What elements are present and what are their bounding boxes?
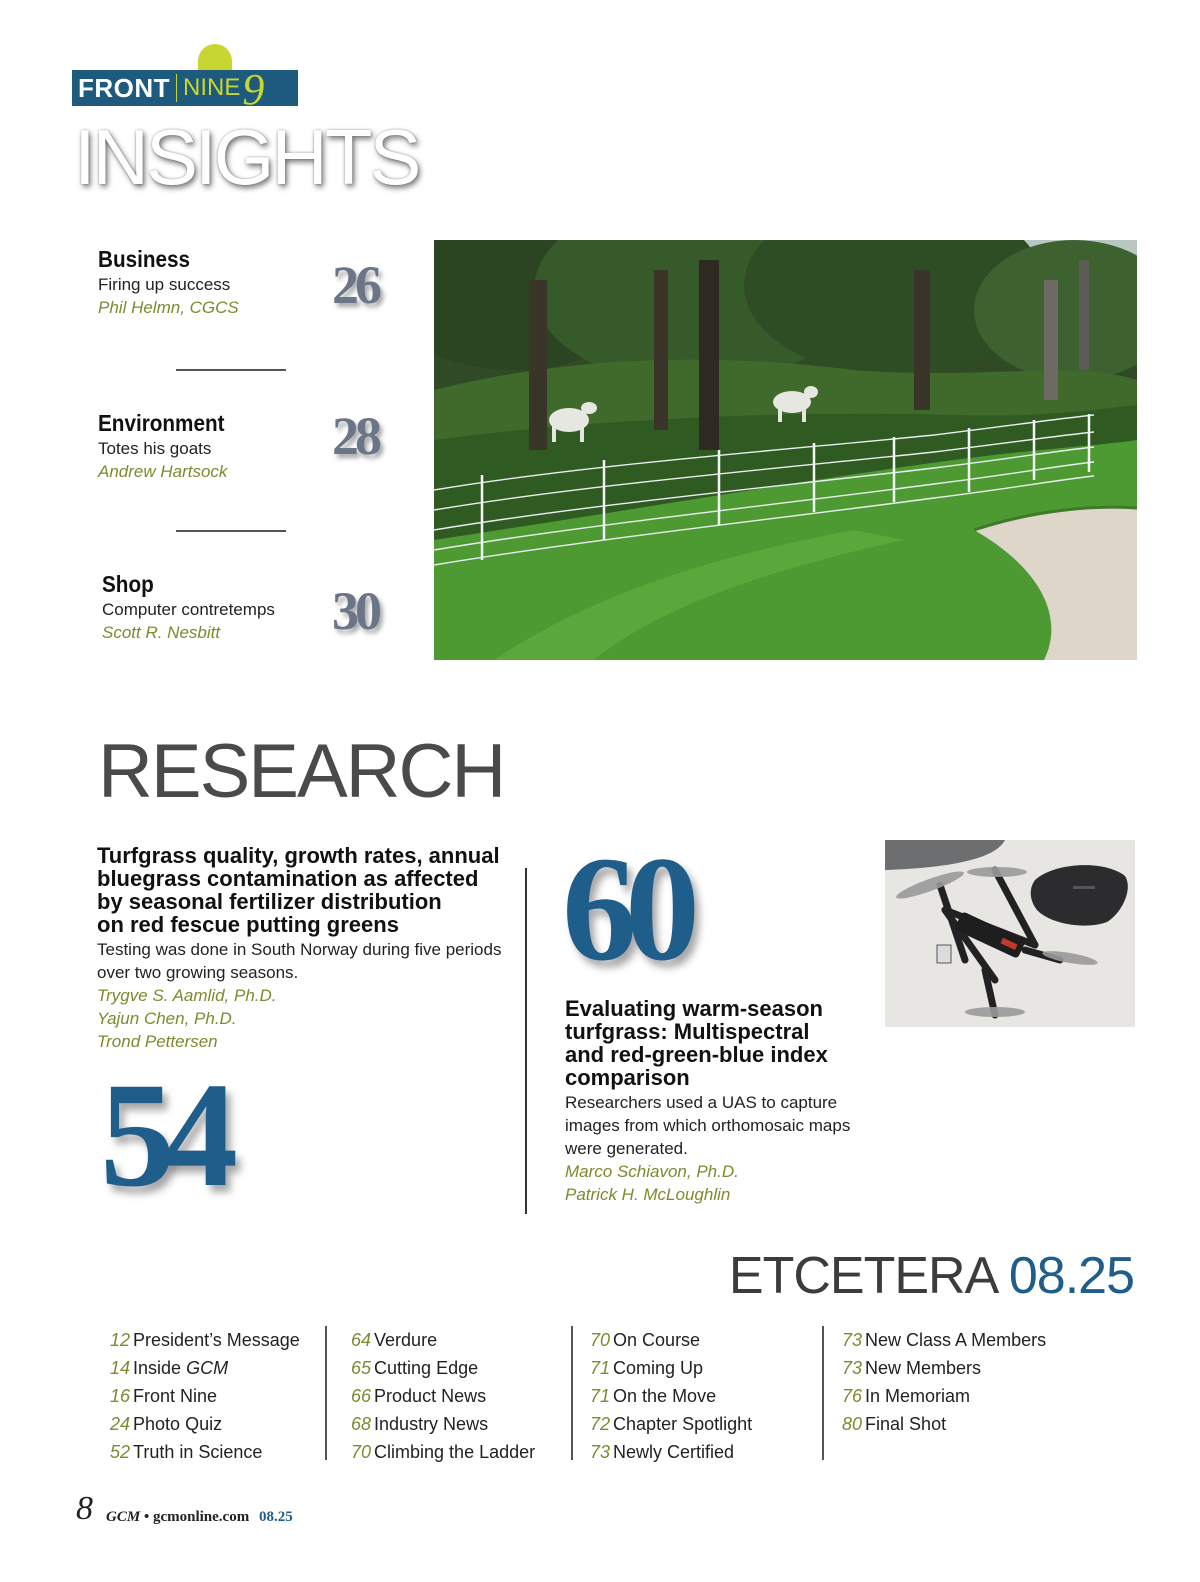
toc-label: Photo Quiz: [133, 1414, 223, 1434]
toc-label-italic: GCM: [186, 1358, 229, 1378]
insight-entry-environment[interactable]: [98, 410, 328, 482]
logo-leaf-icon: [198, 44, 232, 70]
toc-page-number: 14: [110, 1358, 131, 1378]
column-divider: [325, 1326, 327, 1460]
insight-author: Andrew Hartsock: [98, 462, 228, 481]
toc-item[interactable]: [842, 1410, 1046, 1438]
goats-on-hillside-photo: [434, 240, 1137, 660]
toc-page-number: 71: [590, 1386, 611, 1406]
toc-page-number: 73: [842, 1330, 863, 1350]
insights-section-title: INSIGHTS: [74, 113, 419, 201]
etcetera-column-2: [351, 1326, 535, 1466]
insight-page-number[interactable]: 28: [332, 406, 378, 466]
toc-page-number: 76: [842, 1386, 863, 1406]
toc-item[interactable]: [110, 1438, 300, 1466]
toc-page-number: 52: [110, 1442, 131, 1462]
toc-label: Chapter Spotlight: [613, 1414, 753, 1434]
drone-and-controller-photo: [885, 840, 1135, 1027]
insight-category: Environment: [98, 410, 225, 436]
etcetera-column-4: [842, 1326, 1046, 1438]
toc-item[interactable]: [351, 1382, 535, 1410]
toc-page-number: 12: [110, 1330, 131, 1350]
toc-label: Cutting Edge: [374, 1358, 479, 1378]
toc-label: Coming Up: [613, 1358, 704, 1378]
article-description-line: images from which orthomosaic maps: [565, 1116, 851, 1135]
toc-page-number: 72: [590, 1414, 611, 1434]
article-description-line: Researchers used a UAS to capture: [565, 1093, 838, 1112]
article-headline-line: bluegrass contamination as affected: [97, 866, 479, 891]
toc-page-number: 16: [110, 1386, 131, 1406]
toc-page-number: 80: [842, 1414, 863, 1434]
article-headline-line: on red fescue putting greens: [97, 912, 399, 937]
article-headline-line: Turfgrass quality, growth rates, annual: [97, 843, 500, 868]
article-description-line: over two growing seasons.: [97, 963, 299, 982]
article-author: Trygve S. Aamlid, Ph.D.: [97, 986, 277, 1005]
column-divider: [525, 868, 527, 1214]
toc-label: Final Shot: [865, 1414, 947, 1434]
toc-page-number: 64: [351, 1330, 372, 1350]
toc-label: Climbing the Ladder: [374, 1442, 536, 1462]
toc-page-number: 70: [590, 1330, 611, 1350]
toc-item[interactable]: [590, 1382, 752, 1410]
toc-page-number: 24: [110, 1414, 131, 1434]
insight-category: Business: [98, 246, 191, 272]
toc-page-number: 73: [590, 1442, 611, 1462]
divider-rule: [176, 530, 286, 532]
toc-label: Front Nine: [133, 1386, 218, 1406]
toc-item[interactable]: [842, 1354, 1046, 1382]
toc-item[interactable]: [110, 1410, 300, 1438]
toc-item[interactable]: [590, 1410, 752, 1438]
toc-label: On Course: [613, 1330, 701, 1350]
etcetera-column-1: [110, 1326, 300, 1466]
toc-label: New Class A Members: [865, 1330, 1047, 1350]
page-folio: 8: [76, 1490, 93, 1527]
insight-author: Phil Helmn, CGCS: [98, 298, 239, 317]
research-article-54[interactable]: [97, 844, 517, 1053]
etcetera-column-3: [590, 1326, 752, 1466]
toc-label: New Members: [865, 1358, 982, 1378]
toc-label: Verdure: [374, 1330, 438, 1350]
front-nine-logo: [72, 65, 298, 114]
toc-label: In Memoriam: [865, 1386, 971, 1406]
insight-page-number[interactable]: 30: [332, 581, 378, 641]
column-divider: [571, 1326, 573, 1460]
toc-item[interactable]: [351, 1438, 535, 1466]
insight-author: Scott R. Nesbitt: [102, 623, 221, 642]
toc-label: Inside: [133, 1358, 187, 1378]
footer-publication-line: [106, 1509, 293, 1526]
etcetera-title-word: ETCETERA: [728, 1247, 996, 1305]
article-description-line: were generated.: [565, 1139, 688, 1158]
toc-page-number: 71: [590, 1358, 611, 1378]
article-author: Yajun Chen, Ph.D.: [97, 1009, 237, 1028]
etcetera-section-title: [729, 1246, 1134, 1306]
toc-item[interactable]: [351, 1354, 535, 1382]
insight-title: Computer contretemps: [102, 600, 275, 619]
article-author: Patrick H. McLoughlin: [565, 1185, 731, 1204]
logo-front-text: FRONT: [78, 72, 171, 103]
logo-nine-glyph: 9: [242, 65, 265, 114]
toc-label: President’s Message: [133, 1330, 300, 1350]
toc-item[interactable]: [842, 1326, 1046, 1354]
article-headline-line: comparison: [565, 1065, 690, 1090]
toc-item[interactable]: [351, 1326, 535, 1354]
toc-item[interactable]: [590, 1326, 752, 1354]
toc-label: Product News: [374, 1386, 487, 1406]
toc-item[interactable]: [110, 1326, 300, 1354]
toc-item[interactable]: [590, 1354, 752, 1382]
footer-site-link[interactable]: gcmonline.com: [152, 1509, 250, 1525]
toc-item[interactable]: [351, 1410, 535, 1438]
article-description-line: Testing was done in South Norway during five periods: [97, 940, 502, 959]
column-divider: [822, 1326, 824, 1460]
footer-bullet: •: [143, 1509, 150, 1525]
divider-rule: [176, 369, 286, 371]
toc-page-number: 66: [351, 1386, 372, 1406]
insight-title: Firing up success: [98, 275, 231, 294]
toc-label: Truth in Science: [133, 1442, 263, 1462]
article-author: Marco Schiavon, Ph.D.: [565, 1162, 739, 1181]
toc-page-number: 73: [842, 1358, 863, 1378]
toc-label: Industry News: [374, 1414, 489, 1434]
article-headline-line: turfgrass: Multispectral: [565, 1019, 810, 1044]
insight-category: Shop: [102, 571, 154, 597]
research-section-title: RESEARCH: [98, 729, 505, 814]
toc-label: Newly Certified: [613, 1442, 735, 1462]
logo-nine-text: NINE: [183, 74, 241, 101]
article-author: Trond Pettersen: [97, 1032, 218, 1051]
toc-item[interactable]: [110, 1382, 300, 1410]
toc-label: On the Move: [613, 1386, 717, 1406]
article-headline-line: Evaluating warm-season: [565, 996, 823, 1021]
footer-publication: GCM: [106, 1509, 141, 1525]
toc-item[interactable]: [590, 1438, 752, 1466]
insight-title: Totes his goats: [98, 439, 212, 458]
article-page-number[interactable]: 54: [100, 1052, 226, 1218]
toc-item[interactable]: [842, 1382, 1046, 1410]
toc-page-number: 70: [351, 1442, 372, 1462]
article-headline-line: and red-green-blue index: [565, 1042, 828, 1067]
insight-page-number[interactable]: 26: [332, 255, 378, 315]
article-page-number[interactable]: 60: [562, 826, 688, 992]
toc-item[interactable]: [110, 1354, 300, 1382]
insight-entry-shop[interactable]: [102, 571, 332, 643]
footer-issue-date: 08.25: [258, 1509, 293, 1525]
toc-page-number: 65: [351, 1358, 372, 1378]
article-headline-line: by seasonal fertilizer distribution: [97, 889, 442, 914]
etcetera-issue-date: 08.25: [1008, 1247, 1134, 1305]
research-article-60[interactable]: [565, 997, 865, 1206]
toc-page-number: 68: [351, 1414, 372, 1434]
insight-entry-business[interactable]: [98, 246, 328, 318]
